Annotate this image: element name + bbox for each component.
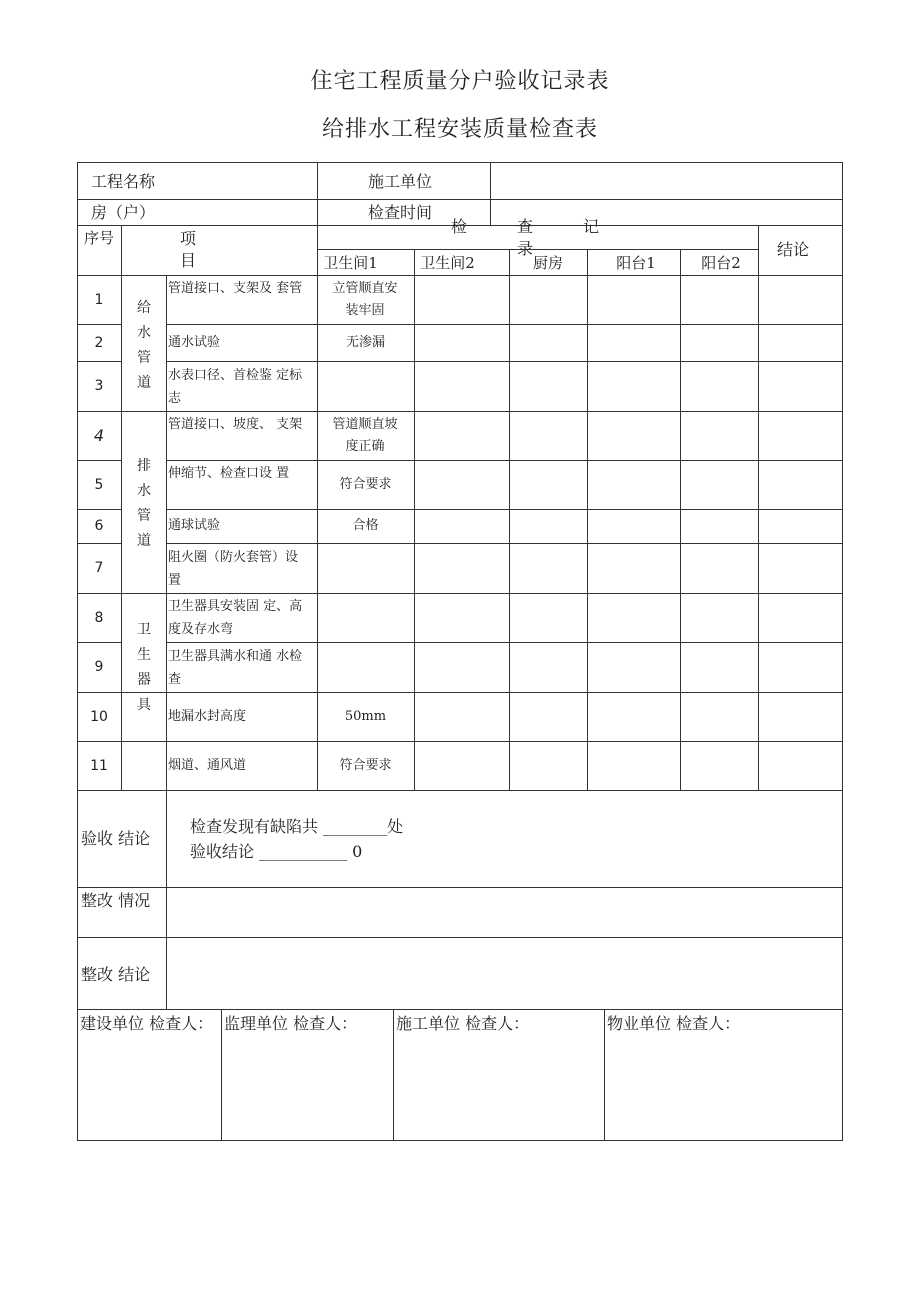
- row-item: 阻火圈（防火套管）设置: [168, 550, 299, 588]
- row-number: 9: [94, 659, 104, 675]
- row-item: 地漏水封高度: [168, 709, 247, 724]
- row-number: 4: [93, 426, 105, 445]
- house-label: 房（户）: [91, 203, 156, 222]
- rule: [77, 937, 843, 938]
- row-record: 合格: [352, 518, 379, 533]
- row-record: 立管顺直安装牢固: [332, 280, 398, 318]
- developer-signature: 建设单位 检查人：: [80, 1014, 214, 1033]
- row-number: 5: [94, 476, 104, 493]
- row-record: 符合要求: [339, 757, 392, 773]
- group-sanitary: 卫生器具: [137, 622, 151, 713]
- row-record: [317, 543, 414, 593]
- page-title: 住宅工程质量分户验收记录表: [310, 69, 610, 94]
- rule: [166, 543, 843, 544]
- row-number: 8: [94, 609, 104, 626]
- acceptance-conclusion-label: 验收 结论: [81, 829, 151, 848]
- rule: [166, 361, 843, 362]
- row-record: [317, 642, 414, 692]
- rule: [166, 324, 843, 325]
- page-subtitle: 给排水工程安装质量检查表: [321, 117, 598, 142]
- rule: [77, 887, 843, 888]
- rule: [587, 249, 588, 790]
- seq-header: 序号: [83, 229, 114, 247]
- rule: [77, 790, 843, 791]
- row-number: 7: [94, 560, 104, 576]
- row-item: 管道接口、支架及 套管: [168, 281, 303, 296]
- row-item: 卫生器具安装固 定、高度及存水弯: [168, 599, 303, 637]
- rule: [77, 1009, 843, 1010]
- row-number: 6: [94, 518, 104, 534]
- row-record: [317, 361, 414, 411]
- row-item: 烟道、通风道: [168, 758, 247, 773]
- row-item: 管道接口、坡度、 支架: [168, 417, 303, 432]
- rule: [166, 642, 843, 643]
- rule: [166, 790, 167, 1009]
- rectify-conclusion-label: 整改 结论: [81, 965, 151, 984]
- defect-count-line: 检查发现有缺陷共 ________处: [190, 817, 404, 836]
- row-number: 3: [94, 378, 104, 394]
- rule: [121, 225, 122, 790]
- contractor-signature: 施工单位 检查人：: [396, 1014, 530, 1033]
- row-record: [317, 593, 414, 642]
- rule: [393, 1009, 394, 1141]
- rule: [509, 249, 510, 790]
- acceptance-result-line: 验收结论 ___________ 0: [190, 842, 363, 861]
- col-balcony-2: 阳台2: [701, 254, 741, 272]
- group-water-supply: 给水管道: [137, 300, 151, 391]
- project-name-label: 工程名称: [91, 172, 156, 191]
- rule: [77, 275, 843, 276]
- row-item: 通球试验: [168, 518, 221, 533]
- row-item: 通水试验: [168, 335, 221, 350]
- row-number: 2: [94, 334, 104, 351]
- conclusion-header: 结论: [776, 240, 809, 259]
- row-record: 符合要求: [339, 476, 392, 492]
- rule: [221, 1009, 222, 1141]
- rule: [77, 593, 843, 594]
- construction-unit-label: 施工单位: [368, 172, 433, 191]
- rule: [77, 199, 843, 200]
- rule: [604, 1009, 605, 1141]
- row-number: 1: [94, 291, 104, 308]
- row-number: 11: [90, 757, 108, 774]
- rule: [166, 509, 843, 510]
- row-item: 水表口径、首检鉴 定标志: [168, 368, 303, 406]
- col-balcony-1: 阳台1: [616, 254, 656, 272]
- col-bathroom-2: 卫生间2: [420, 254, 475, 272]
- row-record: 50mm: [344, 708, 387, 724]
- col-kitchen: 厨房: [532, 254, 563, 272]
- row-item: 伸缩节、检查口设 置: [168, 466, 290, 481]
- rule: [77, 692, 843, 693]
- group-drainage: 排水管道: [137, 458, 151, 549]
- row-record: 管道顺直坡度正确: [332, 416, 398, 454]
- rule: [77, 741, 843, 742]
- property-signature: 物业单位 检查人：: [607, 1014, 741, 1033]
- row-item: 卫生器具满水和通 水检查: [168, 649, 303, 687]
- supervisor-signature: 监理单位 检查人：: [224, 1014, 358, 1033]
- records-header: 检查记录: [450, 216, 649, 258]
- rule: [166, 460, 843, 461]
- col-bathroom-1: 卫生间1: [323, 254, 378, 272]
- rule: [758, 225, 759, 790]
- rule: [414, 249, 415, 790]
- rule: [680, 249, 681, 790]
- row-number: 10: [90, 708, 108, 725]
- rectify-status-label: 整改 情况: [81, 891, 151, 910]
- item-header: 项目: [179, 229, 270, 270]
- rule: [77, 411, 843, 412]
- row-record: 无渗漏: [345, 334, 385, 350]
- inspection-time-label: 检查时间: [368, 203, 433, 222]
